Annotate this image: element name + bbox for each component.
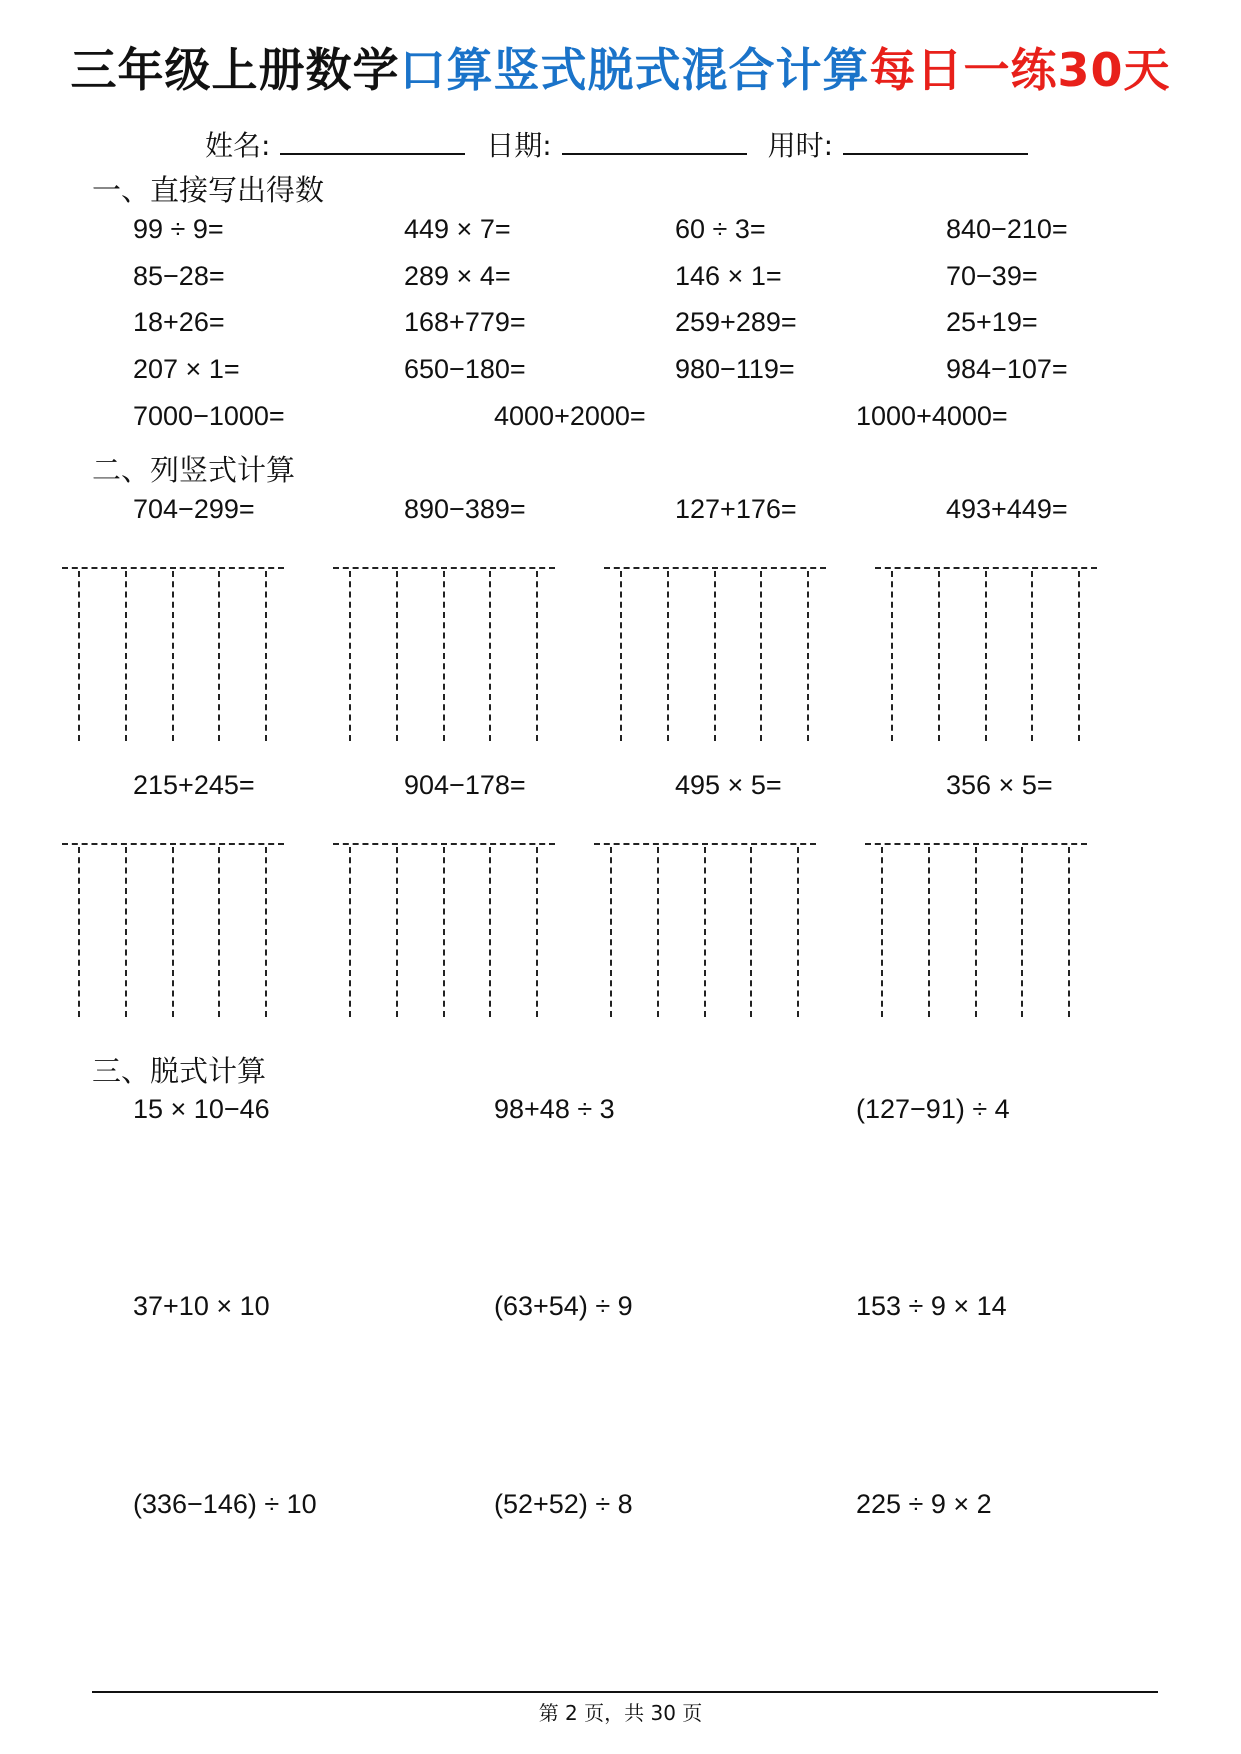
oral-problem: 85−28= (133, 261, 225, 291)
oral-problem: 984−107= (946, 354, 1068, 384)
name-label: 姓名: (204, 129, 271, 162)
vertical-problem: 356 × 5= (946, 770, 1053, 800)
oral-problem: 25+19= (946, 307, 1038, 337)
stepwise-problem: 153 ÷ 9 × 14 (856, 1291, 1007, 1321)
stepwise-problem: (52+52) ÷ 8 (494, 1489, 633, 1519)
oral-problem: 259+289= (675, 307, 797, 337)
oral-problem: 60 ÷ 3= (675, 214, 766, 244)
vertical-problem: 215+245= (133, 770, 255, 800)
oral-problem: 146 × 1= (675, 261, 782, 291)
oral-problem: 449 × 7= (404, 214, 511, 244)
date-label: 日期: (486, 129, 552, 162)
oral-problem: 207 × 1= (133, 354, 240, 384)
oral-problem: 289 × 4= (404, 261, 511, 291)
section-heading-stepwise: 三、脱式计算 (92, 1054, 267, 1088)
vertical-problem: 495 × 5= (675, 770, 782, 800)
stepwise-problem: (63+54) ÷ 9 (494, 1291, 633, 1321)
stepwise-problem: 37+10 × 10 (133, 1291, 270, 1321)
title-part-grade: 三年级上册数学 (70, 43, 400, 97)
title-part-daily: 每日一练30天 (869, 43, 1171, 97)
oral-problem: 7000−1000= (133, 401, 285, 431)
section-heading-oral: 一、直接写出得数 (92, 173, 325, 207)
vertical-problem: 704−299= (133, 494, 255, 524)
page-number: 第 2 页，共 30 页 (538, 1701, 703, 1725)
oral-problem: 4000+2000= (494, 401, 646, 431)
oral-problem: 840−210= (946, 214, 1068, 244)
oral-problem: 980−119= (675, 354, 795, 384)
vertical-problem: 904−178= (404, 770, 526, 800)
oral-problem: 18+26= (133, 307, 225, 337)
name-field[interactable] (280, 127, 465, 155)
footer-divider (92, 1691, 1158, 1693)
oral-problem: 99 ÷ 9= (133, 214, 224, 244)
stepwise-problem: 225 ÷ 9 × 2 (856, 1489, 992, 1519)
stepwise-problem: 15 × 10−46 (133, 1094, 270, 1124)
stepwise-problem: (336−146) ÷ 10 (133, 1489, 317, 1519)
section-heading-vertical: 二、列竖式计算 (92, 453, 296, 487)
title-part-topic: 口算竖式脱式混合计算 (399, 43, 870, 97)
stepwise-problem: 98+48 ÷ 3 (494, 1094, 615, 1124)
stepwise-problem: (127−91) ÷ 4 (856, 1094, 1010, 1124)
oral-problem: 1000+4000= (856, 401, 1008, 431)
oral-problem: 650−180= (404, 354, 526, 384)
oral-problem: 70−39= (946, 261, 1038, 291)
vertical-problem: 493+449= (946, 494, 1068, 524)
vertical-problem: 890−389= (404, 494, 526, 524)
page-title (0, 34, 1241, 100)
date-field[interactable] (562, 127, 747, 155)
time-label: 用时: (767, 129, 834, 162)
time-field[interactable] (843, 127, 1028, 155)
info-line (0, 124, 1241, 164)
vertical-problem: 127+176= (675, 494, 797, 524)
oral-problem: 168+779= (404, 307, 526, 337)
